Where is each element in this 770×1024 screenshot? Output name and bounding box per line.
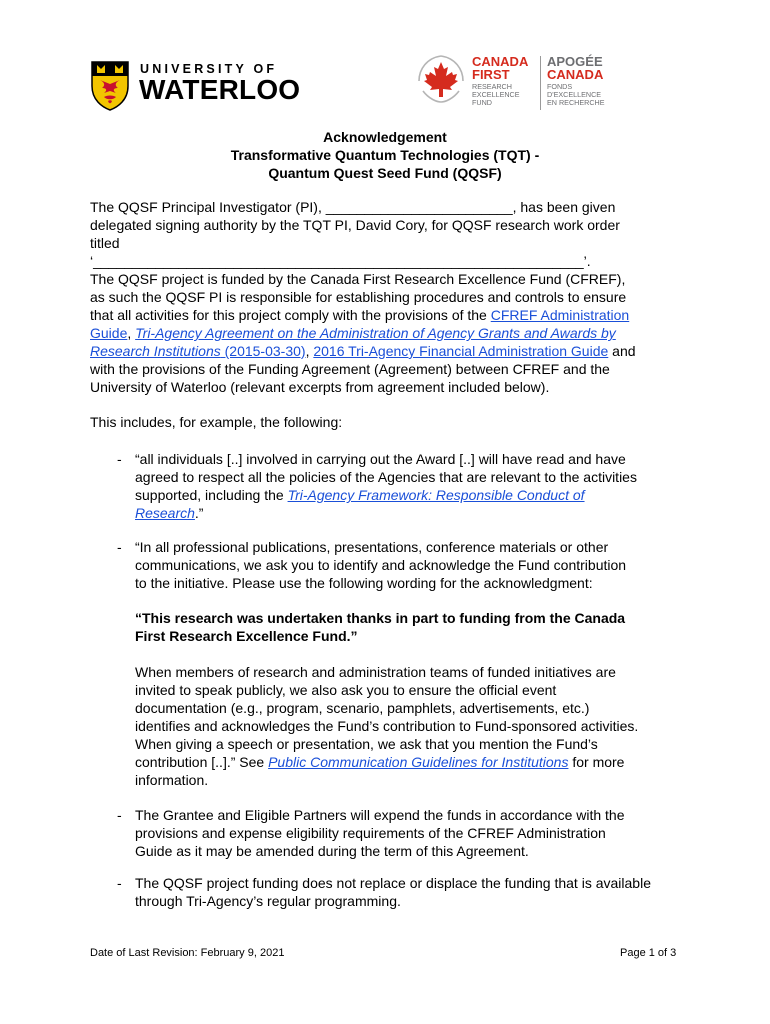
revision-date: Date of Last Revision: February 9, 2021 [90, 947, 285, 959]
cfref-french-wordmark [547, 55, 605, 107]
cfref-en-sub2: EXCELLENCE [472, 90, 520, 99]
quote-line: First Research Excellence Fund.” [135, 628, 358, 644]
cfref-english-wordmark [472, 55, 528, 107]
financial-admin-guide-link[interactable]: 2016 Tri-Agency Financial Administration Guide [313, 343, 609, 359]
bullet-line: Guide as it may be amended during the term of this Agreement. [135, 843, 529, 859]
intro-line: The QQSF Principal Investigator (PI), ________________________, has been given [90, 199, 616, 215]
bullet-line: communications, we ask you to identify and acknowledge the Fund contribution [135, 557, 627, 573]
intro-paragraph [90, 198, 690, 396]
quote-line: “This research was undertaken thanks in part to funding from the Canada [135, 610, 626, 626]
cfref-fr-sub3: EN RECHERCHE [547, 98, 605, 107]
intro-line [90, 342, 690, 360]
cfref-en-title1: CANADA [472, 54, 529, 69]
cfref-en-sub3: FUND [472, 98, 492, 107]
intro-text: that all activities for this project comply with the provisions of the [90, 307, 491, 323]
maple-leaf-icon [417, 53, 465, 103]
bullet-line: agreed to respect all the policies of the Agencies that are relevant to the activities [135, 469, 637, 485]
intro-text: and [608, 343, 636, 359]
bullet-text: for more [568, 754, 625, 770]
intro-text: , [127, 325, 136, 341]
uw-logo-line2: WATERLOO [139, 74, 301, 105]
bullet-line: When members of research and administration teams of funded initiatives are [135, 664, 616, 680]
title-line1: Acknowledgement [323, 129, 447, 145]
uw-logo-line1: UNIVERSITY OF [140, 62, 278, 76]
intro-text: , [305, 343, 314, 359]
tri-agency-agreement-link[interactable]: Research Institutions [90, 343, 221, 359]
cfref-divider [540, 56, 541, 110]
cfref-fr-sub1: FONDS [547, 82, 573, 91]
cfref-admin-guide-link[interactable]: CFREF Administration [490, 307, 630, 323]
cfref-fr-title1: APOGÉE [547, 54, 603, 69]
cfref-en-sub1: RESEARCH [472, 82, 512, 91]
intro-line: University of Waterloo (relevant excerpts from agreement included below). [90, 379, 550, 395]
public-communication-guidelines-link[interactable]: Public Communication Guidelines for Institutions [268, 754, 569, 770]
bullet-2 [135, 538, 695, 592]
page-number: Page 1 of 3 [620, 947, 677, 959]
bullet-1 [135, 450, 695, 522]
intro-line: titled [90, 235, 120, 251]
bullet-4 [135, 874, 695, 910]
bullet-line: The QQSF project funding does not replace or displace the funding that is available [135, 875, 651, 891]
bullet-line: “In all professional publications, presentations, conference materials or other [135, 539, 609, 555]
bullet-line: to the initiative. Please use the following wording for the acknowledgment: [135, 575, 593, 591]
bullet-text: contribution [..].” See [135, 754, 269, 770]
bullet-line: invited to speak publicly, we also ask you to ensure the official event [135, 682, 557, 698]
bullet-line: The Grantee and Eligible Partners will expend the funds in accordance with the [135, 807, 625, 823]
intro-line [90, 324, 690, 342]
bullet-3 [135, 806, 695, 860]
cfref-admin-guide-link[interactable]: Guide [90, 325, 128, 341]
includes-text: This includes, for example, the following: [90, 414, 343, 430]
university-of-waterloo-logo [90, 60, 300, 112]
bullet-line: information. [135, 772, 209, 788]
intro-line: delegated signing authority by the TQT PI, David Cory, for QQSF research work order [90, 217, 620, 233]
bullet-line: “all individuals [..] involved in carrying out the Award [..] will have read and have [135, 451, 626, 467]
bullet-line [135, 504, 695, 522]
acknowledgment-wording [135, 609, 695, 645]
title-line2: Transformative Quantum Technologies (TQT) - [230, 147, 540, 163]
waterloo-crest-icon [90, 60, 130, 112]
bullet-line: identifies and acknowledges the Fund’s contribution to Fund-sponsored activities. [135, 718, 639, 734]
bullet-marker: - [117, 451, 122, 467]
bullet-text: supported, including the [135, 487, 288, 503]
bullet-line [135, 486, 695, 504]
bullet-text: .” [194, 505, 204, 521]
cfref-fr-title2: CANADA [547, 67, 604, 82]
bullet-line: through Tri-Agency’s regular programming. [135, 893, 401, 909]
title-line3: Quantum Quest Seed Fund (QQSF) [268, 165, 502, 181]
cfref-logo [417, 52, 622, 114]
intro-line: as such the QQSF PI is responsible for establishing procedures and controls to ensure [90, 289, 627, 305]
tri-agency-agreement-date-link[interactable]: (2015-03-30) [220, 343, 306, 359]
tri-agency-agreement-link[interactable]: Tri-Agency Agreement on the Administration of Agency Grants and Awards by [135, 325, 616, 341]
document-title [0, 128, 770, 182]
bullet-line [135, 753, 695, 771]
cfref-en-title2: FIRST [472, 67, 510, 82]
bullet-2-continued [135, 663, 695, 789]
bullet-marker: - [117, 539, 122, 555]
bullet-line: documentation (e.g., program, scenario, pamphlets, advertisements, etc.) [135, 700, 590, 716]
responsible-conduct-link[interactable]: Research [135, 505, 195, 521]
intro-line: The QQSF project is funded by the Canada First Research Excellence Fund (CFREF), [90, 271, 626, 287]
work-order-title-blank: ‘_______________________________________________________________’. [90, 253, 591, 269]
responsible-conduct-link[interactable]: Tri-Agency Framework: Responsible Conduct of [287, 487, 585, 503]
bullet-marker: - [117, 875, 122, 891]
intro-line: with the provisions of the Funding Agreement (Agreement) between CFREF and the [90, 361, 610, 377]
bullet-line: provisions and expense eligibility requirements of the CFREF Administration [135, 825, 606, 841]
bullet-line: When giving a speech or presentation, we ask that you mention the Fund’s [135, 736, 598, 752]
bullet-marker: - [117, 807, 122, 823]
cfref-fr-sub2: D'EXCELLENCE [547, 90, 602, 99]
intro-line [90, 306, 690, 324]
